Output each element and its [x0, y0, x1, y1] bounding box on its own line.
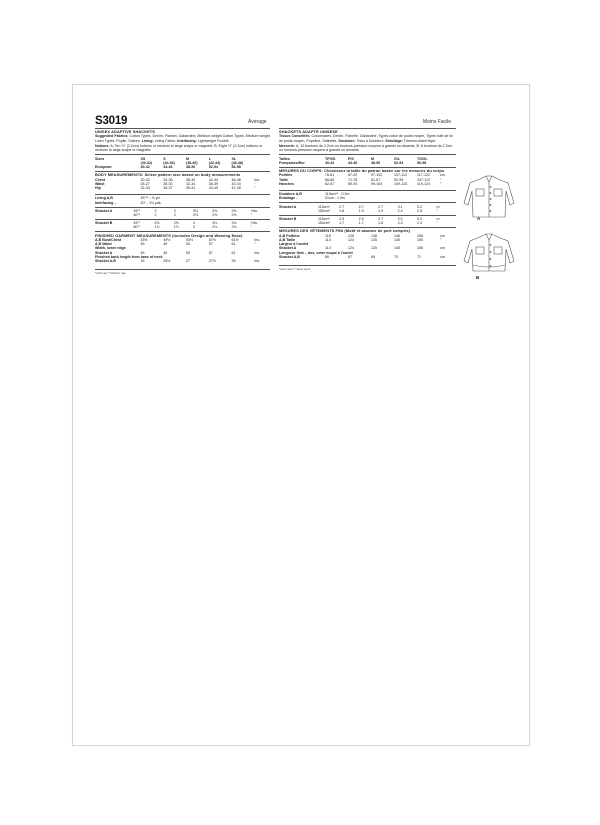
european-row	[95, 165, 270, 169]
table-cell: 117-122	[417, 173, 430, 178]
table-cell: 3⅛	[231, 221, 237, 226]
table-cell: 45"** - ⅛ yd.	[140, 196, 161, 201]
yardage-row	[95, 225, 270, 229]
table-cell: cm	[440, 246, 445, 251]
table-cell: Shacket A,B	[95, 258, 116, 263]
lining-row	[279, 196, 456, 200]
yardage-row	[95, 213, 270, 217]
table-cell: A,B Waist	[95, 242, 112, 247]
shacket-a-table-fr	[279, 205, 456, 213]
table-cell: 156	[417, 233, 424, 238]
table-cell: 70	[394, 254, 399, 259]
table-cell: Yds.	[250, 221, 258, 226]
table-cell: 49	[163, 250, 168, 255]
table-cell: 51cm - 1.0m	[325, 196, 345, 201]
table-cell: (34-36)	[163, 160, 175, 165]
table-cell: G/L	[394, 156, 401, 161]
table-cell: S	[163, 156, 166, 161]
table-cell: 67	[348, 254, 353, 259]
table-cell: 46-48	[231, 177, 241, 182]
table-cell: m	[436, 216, 440, 221]
table-cell: 2	[193, 225, 195, 230]
table-cell: 124	[348, 237, 355, 242]
table-cell: 2.7	[339, 204, 345, 209]
table-cell: 89-94	[348, 181, 358, 186]
title-en: UNISEX ADAPTIVE SHACKETS	[95, 129, 155, 134]
table-cell: 26-27	[140, 181, 150, 186]
table-cell: Entoilage -	[279, 196, 298, 201]
table-cell: (46-48)	[231, 160, 244, 165]
table-cell: Interfacing –	[95, 200, 117, 205]
pattern-number: S3019	[95, 115, 128, 127]
table-cell: 114	[325, 237, 331, 242]
table-cell: 39-41	[186, 185, 196, 190]
lining-row	[95, 201, 270, 205]
table-cell: 48-50	[186, 164, 196, 169]
table-cell: 107-112	[394, 173, 407, 178]
table-cell: 97-102	[371, 173, 383, 178]
table-cell: 40-42	[140, 164, 150, 169]
table-cell: 61	[231, 250, 236, 255]
table-cell: 116	[325, 233, 331, 238]
table-cell	[440, 161, 456, 165]
table-cell: 42-44	[231, 181, 241, 186]
table-cell: 44-46	[163, 164, 173, 169]
table-cell: 30-32	[140, 177, 150, 182]
body-measurement-row	[279, 182, 456, 186]
table-cell: cm	[440, 233, 445, 238]
table-cell: 135	[371, 246, 378, 251]
table-cell: 2⅝	[173, 221, 179, 226]
table-cell: 2.7	[378, 204, 384, 209]
table-cell: XS	[140, 156, 146, 161]
table-cell: 2.5	[417, 208, 423, 213]
table-cell: 48-50	[371, 160, 381, 165]
table-cell: L	[208, 156, 211, 161]
table-cell: 40-42	[325, 160, 335, 165]
english-column	[95, 130, 270, 276]
table-cell: 61½	[231, 237, 239, 242]
table-cell: 99-104	[371, 181, 383, 186]
table-cell: 2.5	[339, 216, 345, 221]
table-cell: 3⅜	[212, 208, 218, 213]
table-cell: 60"*	[133, 212, 141, 217]
table-cell: Width, lower edge	[95, 246, 126, 251]
table-cell: Finished back length from base of neck	[95, 254, 163, 259]
table-cell: 60"*	[133, 225, 141, 230]
table-cell: 115cm*	[317, 204, 330, 209]
table-cell: 3.0	[417, 216, 423, 221]
yardage-row	[279, 209, 456, 213]
table-cell: Poitrine	[279, 173, 293, 178]
footnote-fr: *avec sens **sans sens	[279, 267, 311, 272]
table-cell: Shacket B	[95, 221, 113, 226]
body-measurements-title-fr: MESURES DU CORPS: Choisissez la taille du patron basée sur les mesures du corps	[279, 167, 445, 173]
illustration-b-label: B	[476, 275, 480, 280]
table-cell: 1.8	[378, 221, 384, 226]
table-cell: 71	[417, 254, 422, 259]
sizes-table-en	[95, 157, 270, 170]
table-cell: Doublure A,B	[279, 192, 302, 197]
table-cell: 3	[154, 208, 157, 213]
table-cell: 53½	[186, 237, 193, 242]
table-cell: 145	[394, 246, 401, 251]
table-cell: 146	[394, 233, 401, 238]
finished-title-fr: MESURES DES VÊTEMENTS FINI (Motif et aisance de port compris)	[279, 228, 411, 234]
table-cell: 2⅝	[154, 221, 160, 226]
table-cell	[254, 165, 270, 169]
table-cell: "	[254, 181, 256, 186]
shacket-a-illustration	[460, 173, 518, 223]
shacket-b-illustration	[460, 231, 518, 281]
table-cell: A,B Taille	[279, 237, 296, 242]
table-cell: 2.3	[397, 221, 403, 226]
table-cell: 92-99	[394, 177, 404, 182]
table-cell: (42-44)	[208, 160, 221, 165]
table-cell: Taille	[279, 177, 288, 182]
table-cell: 45	[140, 242, 145, 247]
table-cell: 34-36	[163, 177, 173, 182]
table-cell: TP/XS	[325, 156, 336, 161]
table-cell: 53	[186, 250, 190, 255]
body-measurements-table-en	[95, 178, 270, 191]
body-measurement-row	[95, 186, 270, 190]
table-cell: 135	[371, 237, 378, 242]
table-cell: 27½	[208, 258, 216, 263]
table-cell: cm	[440, 173, 445, 178]
table-cell: 49½	[163, 237, 171, 242]
body-measurements-table-fr	[279, 173, 456, 186]
table-cell: Shacket A	[95, 208, 113, 213]
table-cell: 2⅜	[231, 212, 237, 217]
table-cell: 3	[193, 221, 195, 226]
table-cell: Shacket A	[279, 246, 297, 251]
title-fr: SHACKETS ADAPTÉ UNISEXE	[279, 129, 338, 134]
table-cell: Lining A,B	[95, 196, 113, 201]
body-measurements-title-en: BODY MEASUREMENTS: Select pattern size based on body measurements	[95, 172, 241, 178]
table-cell: 20" - 1⅛ yds.	[140, 200, 162, 205]
table-cell: 155	[417, 246, 424, 251]
table-cell: "	[440, 177, 442, 182]
table-cell: 32-34	[140, 185, 150, 190]
table-cell: 119-124	[417, 181, 430, 186]
table-cell: 155	[417, 237, 424, 242]
table-cell: 32-34	[186, 181, 196, 186]
table-cell: 126	[348, 233, 355, 238]
table-cell: 45"*	[133, 221, 141, 226]
table-cell: 69	[371, 254, 376, 259]
table-cell: (38-40)	[186, 160, 198, 165]
table-cell: A,B Bust/Chest	[95, 237, 122, 242]
table-cell: Shacket B	[279, 216, 297, 221]
finished-title-en: FINISHED GARMENT MEASUREMENTS (Includes Design and Wearing Ease)	[95, 232, 243, 238]
table-cell: 49	[163, 242, 168, 247]
table-cell: Chest	[95, 177, 105, 182]
lining-table-en	[95, 196, 270, 204]
table-cell: 35-37	[163, 185, 173, 190]
table-cell: "	[254, 185, 256, 190]
finished-row	[95, 259, 270, 263]
table-cell: m	[436, 204, 440, 209]
table-cell: 1.9	[378, 208, 384, 213]
table-cell: 115cm*	[317, 216, 330, 221]
difficulty-en: Average	[248, 119, 267, 125]
table-cell: 109-115	[394, 181, 407, 186]
table-cell: 57	[208, 242, 213, 247]
table-cell: 2⅜	[212, 212, 218, 217]
table-cell: 1⅞	[154, 225, 160, 230]
french-column	[279, 130, 456, 272]
table-cell: "	[250, 212, 253, 217]
table-cell: "	[254, 242, 256, 247]
table-cell: 81-87	[371, 177, 381, 182]
table-cell	[95, 213, 134, 217]
table-cell: Shacket A	[279, 204, 297, 209]
table-cell: European	[95, 164, 112, 169]
table-cell: (30-32)	[140, 160, 153, 165]
table-cell: 52-54	[208, 164, 218, 169]
table-cell: 3.2	[417, 204, 423, 209]
table-cell: 150cm*	[317, 208, 331, 213]
table-cell: 145	[394, 237, 401, 242]
footnote-en: *with nap **without nap	[95, 271, 126, 276]
pattern-envelope-back	[72, 84, 530, 746]
table-cell	[279, 209, 318, 213]
sizes-table-fr	[279, 157, 456, 165]
table-cell: 71-76	[348, 177, 358, 182]
yardage-row	[279, 221, 456, 225]
table-cell: Ins.	[254, 258, 261, 263]
table-cell: 3⅛	[212, 221, 218, 226]
table-cell: 61	[231, 242, 236, 247]
notions-fr: Mercerie: A: 10 boutons de 2.2cm ou boutons-pression moyens à grands ou aimants. B: 8 boutons de 2.2cm ou boutons-pression moyens à grands ou aimants.	[279, 144, 453, 153]
finished-table-fr	[279, 234, 456, 259]
table-cell: 2.4	[397, 208, 403, 213]
table-cell: Hanches	[279, 181, 294, 186]
table-cell: 45½	[140, 237, 148, 242]
table-cell: 2⅛	[212, 225, 218, 230]
table-cell: XL	[231, 156, 237, 161]
table-cell: 36-39	[208, 181, 218, 186]
lining-table-fr	[279, 192, 456, 200]
table-cell: TG/XL	[417, 156, 428, 161]
fabrics-fr: Tissus Conseillés: Cotonnades, Denim, Flanelle, Gabardine, Types coton de poids moyen, Types toile de lin de poids moyen, Popeline, Satinette. Doublure: Tissu à Doublure. Entoilage: Thermocollant léger.	[279, 134, 454, 143]
table-cell: 56-58	[231, 164, 241, 169]
table-cell: 26	[140, 258, 145, 263]
table-cell: A,B Poitrine	[279, 233, 300, 238]
table-cell: Françaises/Eur	[279, 160, 305, 165]
illustration-a-label: A	[477, 216, 481, 221]
table-cell: Ins.	[254, 237, 261, 242]
table-cell: 57½	[208, 237, 216, 242]
table-cell: Hip	[95, 185, 101, 190]
table-cell: 38-40	[186, 177, 196, 182]
notions-en: Notions: A: Ten ⅞" (2.2cm) buttons or medium to large snaps or magnets. B: Eight ⅞" (2.2cm) buttons or medium to large snaps or magnets.	[95, 144, 263, 153]
table-cell: Ins.	[254, 250, 261, 255]
table-cell: 2.4	[417, 221, 423, 226]
table-cell: 2.5	[358, 216, 364, 221]
table-cell: Tailles	[279, 156, 290, 161]
table-cell: 28	[231, 258, 236, 263]
table-cell: Waist	[95, 181, 105, 186]
table-cell: Largeur à l'ourlet	[279, 242, 309, 247]
table-cell: 43-45	[208, 185, 218, 190]
table-cell: "	[440, 181, 442, 186]
table-cell: 47-49	[231, 185, 241, 190]
table-cell: 3⅛	[193, 208, 198, 213]
table-cell: 45	[140, 250, 145, 255]
shacket-b-table-fr	[279, 217, 456, 225]
table-cell: 124	[348, 246, 355, 251]
table-cell: 45"*	[133, 208, 141, 213]
table-cell: 27	[186, 258, 190, 263]
table-cell: 114	[325, 246, 331, 251]
table-cell	[279, 221, 318, 225]
shacket-b-table-en	[95, 221, 270, 229]
table-cell: 2⅛	[193, 212, 198, 217]
table-cell: cm	[440, 254, 445, 259]
table-cell: Shacket A,B	[279, 254, 300, 259]
european-row	[279, 161, 456, 165]
table-cell: "	[250, 225, 253, 230]
table-cell: 1.7	[358, 221, 364, 226]
table-cell: "	[440, 237, 442, 242]
finished-row	[279, 255, 456, 259]
table-cell: M	[371, 156, 375, 161]
table-cell: "	[436, 208, 438, 213]
table-cell: Sizes	[95, 156, 105, 161]
table-cell: 2	[173, 212, 176, 217]
table-cell: 87-92	[348, 173, 358, 178]
table-cell: Shacket A	[95, 250, 113, 255]
table-cell: 2.7	[378, 216, 384, 221]
table-cell: 1.8	[339, 208, 345, 213]
table-cell: P/S	[348, 156, 354, 161]
table-cell: 26½	[163, 258, 171, 263]
table-cell: "	[436, 221, 438, 226]
table-cell: Longueur finie – dos, votre nuque à l'ourlet	[279, 250, 353, 255]
fabrics-en: Suggested Fabrics: Cotton Types, Denim, Flannel, Gabardine, Medium weight Cotton Types, Medium weight Linen Types, Poplin, Sateen. Lining: Lining Fabric. Interfacing: Lightweight Fusible.	[95, 134, 270, 143]
table-cell: 136	[371, 233, 378, 238]
table-cell: 3.0	[397, 216, 403, 221]
table-cell: 82-87	[325, 181, 335, 186]
table-cell: 66	[325, 254, 330, 259]
table-cell: Ins.	[254, 177, 261, 182]
table-cell	[95, 225, 134, 229]
table-cell: 28-30	[163, 181, 173, 186]
table-cell: 1.7	[339, 221, 345, 226]
table-cell: 3.1	[397, 204, 403, 209]
table-cell: 115cm** - 0.2m	[325, 192, 350, 197]
table-cell: 2	[154, 212, 157, 217]
table-cell: 2⅛	[231, 225, 237, 230]
table-cell: 52-54	[394, 160, 404, 165]
table-cell: 76-81	[325, 173, 335, 178]
finished-table-en	[95, 238, 270, 263]
shacket-a-table-en	[95, 209, 270, 217]
table-cell: 53	[186, 242, 190, 247]
table-cell: Yds.	[250, 208, 258, 213]
table-cell: 2.7	[358, 204, 364, 209]
table-cell: 107-112	[417, 177, 430, 182]
table-cell: 44-46	[348, 160, 358, 165]
difficulty-fr: Moins Facile	[423, 119, 452, 125]
table-cell: 56-58	[417, 160, 427, 165]
table-cell: 42-44	[208, 177, 218, 182]
table-cell: 1.9	[358, 208, 364, 213]
table-cell: 3	[173, 208, 176, 213]
table-cell: 1⅞	[173, 225, 179, 230]
table-cell: 57	[208, 250, 213, 255]
table-cell: M	[186, 156, 189, 161]
table-cell: 3⅜	[231, 208, 237, 213]
table-cell: 150cm*	[317, 221, 331, 226]
table-cell: 66-69	[325, 177, 335, 182]
